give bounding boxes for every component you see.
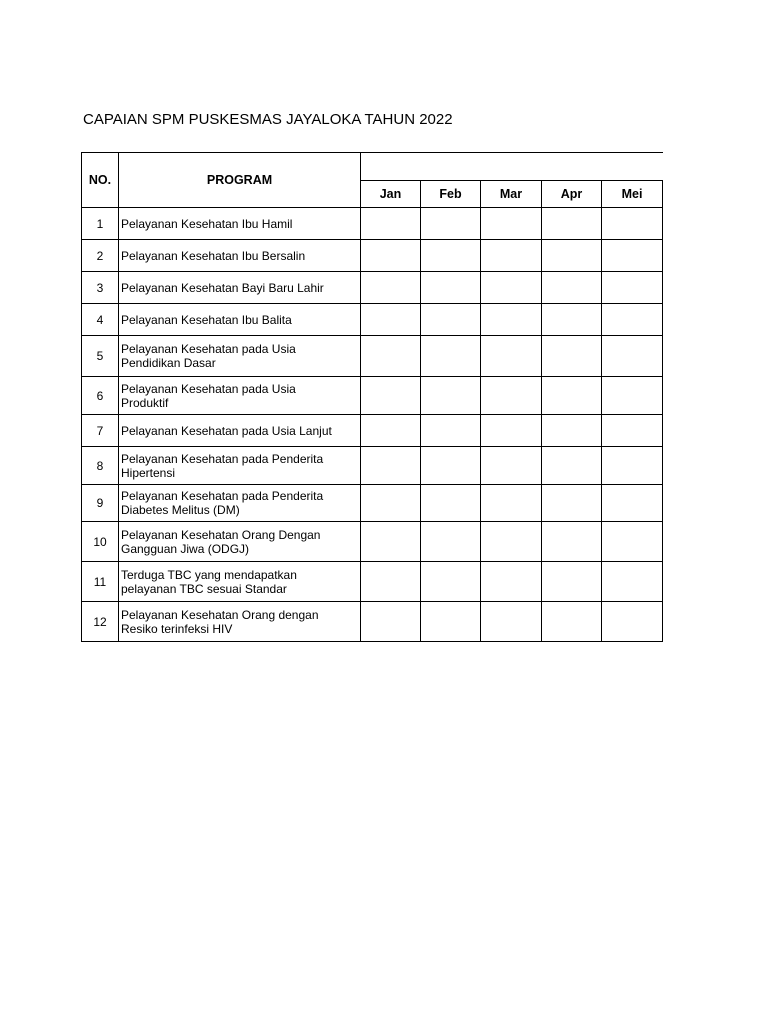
header-month: Jan [379,187,402,201]
table-v-rule [480,180,481,642]
row-program: Pelayanan Kesehatan pada Usia Lanjut [121,423,332,438]
row-number: 6 [96,388,104,403]
table-v-rule [662,180,663,642]
row-program: Pelayanan Kesehatan pada Penderita Diabetes Melitus (DM) [121,489,324,517]
header-month: Feb [439,187,462,201]
row-number: 1 [96,216,104,231]
row-number: 7 [96,423,104,438]
row-number: 3 [96,280,104,295]
spm-table [81,152,663,641]
row-program: Pelayanan Kesehatan Orang dengan Resiko terinfeksi HIV [121,607,319,636]
row-number: 5 [96,349,104,363]
header-program: PROGRAM [206,173,273,187]
header-no: NO. [88,173,112,187]
header-month: Mei [621,187,643,201]
row-program: Pelayanan Kesehatan Ibu Hamil [121,216,293,231]
header-month: Mar [499,187,523,201]
row-number: 12 [93,614,107,629]
row-number: 4 [96,312,104,327]
row-number: 2 [96,248,104,263]
table-v-rule [541,180,542,642]
row-program: Pelayanan Kesehatan pada Usia Pendidikan Dasar [121,342,296,370]
row-program: Pelayanan Kesehatan Bayi Baru Lahir [121,280,324,295]
row-program: Pelayanan Kesehatan Ibu Balita [121,312,292,327]
row-number: 9 [96,496,104,510]
row-number: 10 [93,534,107,549]
header-month: Apr [560,187,583,201]
table-v-rule [360,152,361,642]
row-program: Pelayanan Kesehatan pada Usia Produktif [121,381,296,410]
row-program: Terduga TBC yang mendapatkan pelayanan TBC sesuai Standar [121,567,297,596]
row-program: Pelayanan Kesehatan Ibu Bersalin [121,248,306,263]
table-v-rule [420,180,421,642]
row-number: 11 [93,574,107,589]
row-program: Pelayanan Kesehatan pada Penderita Hipertensi [121,451,324,480]
row-number: 8 [96,458,104,473]
table-v-rule [601,180,602,642]
page-title: CAPAIAN SPM PUSKESMAS JAYALOKA TAHUN 2022 [83,111,453,128]
table-h-rule [81,641,663,642]
row-program: Pelayanan Kesehatan Orang Dengan Gangguan Jiwa (ODGJ) [121,527,321,556]
